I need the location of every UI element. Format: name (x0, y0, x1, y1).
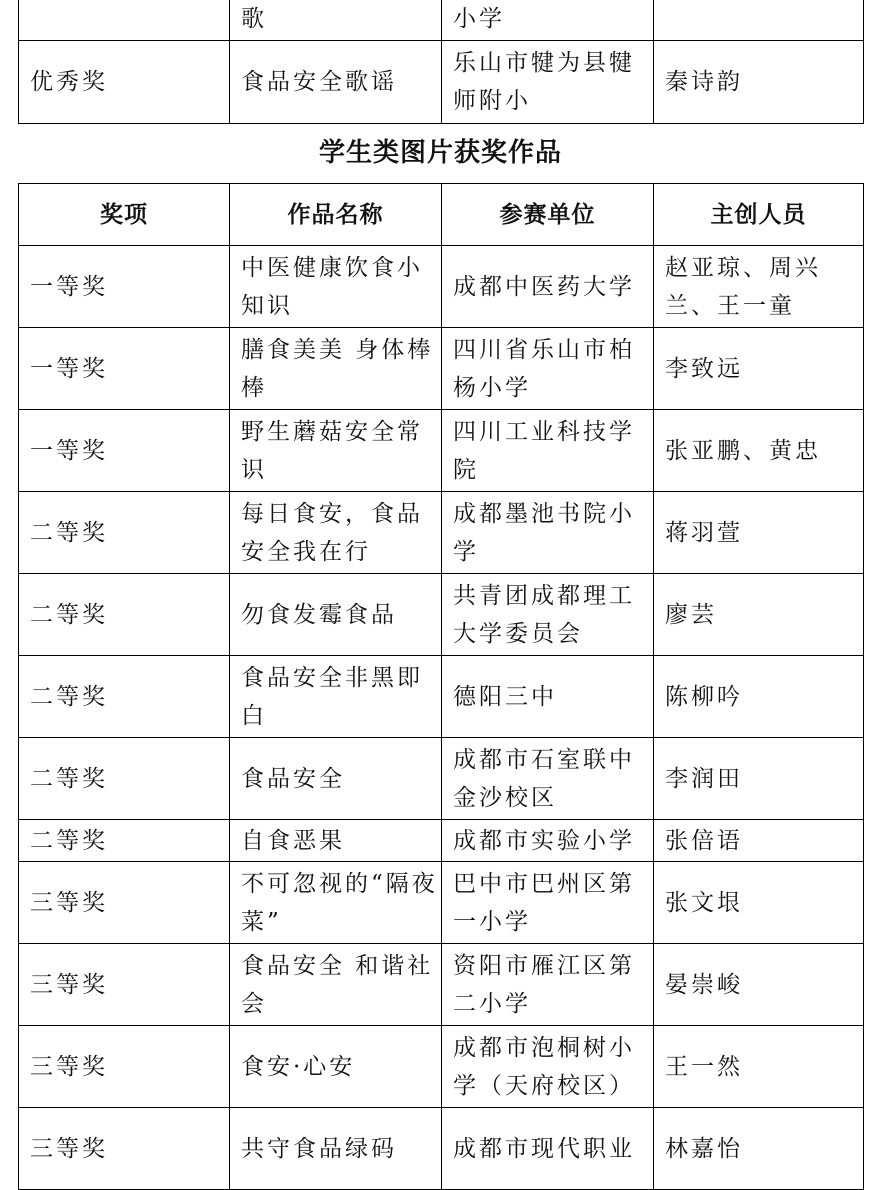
unit-cell: 成都中医药大学 (442, 246, 654, 328)
creators-cell: 王一然 (654, 1026, 864, 1108)
creators-cell: 张文垠 (654, 862, 864, 944)
creators-cell: 陈柳吟 (654, 656, 864, 738)
table-row (19, 574, 864, 656)
award-cell: 三等奖 (19, 1026, 230, 1108)
award-cell: 二等奖 (19, 492, 230, 574)
creators-cell: 张倍语 (654, 820, 864, 862)
unit-cell: 资阳市雁江区第二小学 (442, 944, 654, 1026)
work-title-cell: 野生蘑菇安全常识 (230, 410, 442, 492)
work-title-cell: 食品安全 和谐社会 (230, 944, 442, 1026)
unit-cell: 成都市现代职业 (442, 1108, 654, 1190)
award-cell (19, 0, 230, 41)
award-cell: 三等奖 (19, 944, 230, 1026)
creators-cell: 赵亚琼、周兴兰、王一童 (654, 246, 864, 328)
table-row (19, 328, 864, 410)
creators-cell: 廖芸 (654, 574, 864, 656)
work-title-cell: 中医健康饮食小知识 (230, 246, 442, 328)
creators-cell: 李润田 (654, 738, 864, 820)
unit-cell: 成都市实验小学 (442, 820, 654, 862)
work-title-cell: 食品安全歌谣 (230, 41, 442, 124)
previous-awards-table (18, 0, 864, 124)
award-cell: 三等奖 (19, 1108, 230, 1190)
table-row (19, 862, 864, 944)
creators-cell (654, 0, 864, 41)
student-image-awards-table (18, 183, 864, 1190)
award-cell: 二等奖 (19, 738, 230, 820)
table-row (19, 1026, 864, 1108)
work-title-cell: 食安·心安 (230, 1026, 442, 1108)
award-cell: 二等奖 (19, 820, 230, 862)
work-title-cell: 自食恶果 (230, 820, 442, 862)
work-title-cell: 食品安全非黑即白 (230, 656, 442, 738)
table-row (19, 41, 864, 124)
work-title-cell: 共守食品绿码 (230, 1108, 442, 1190)
work-title-cell: 膳食美美 身体棒棒 (230, 328, 442, 410)
creators-cell: 秦诗韵 (654, 41, 864, 124)
creators-cell: 李致远 (654, 328, 864, 410)
award-cell: 优秀奖 (19, 41, 230, 124)
creators-cell: 张亚鹏、黄忠 (654, 410, 864, 492)
table-row (19, 944, 864, 1026)
table-header-row (19, 184, 864, 246)
award-cell: 二等奖 (19, 574, 230, 656)
unit-cell: 四川省乐山市柏杨小学 (442, 328, 654, 410)
creators-cell: 晏崇峻 (654, 944, 864, 1026)
unit-cell: 成都市泡桐树小学（天府校区） (442, 1026, 654, 1108)
work-title-cell: 歌 (230, 0, 442, 41)
table-row (19, 820, 864, 862)
unit-cell: 乐山市犍为县犍师附小 (442, 41, 654, 124)
award-cell: 一等奖 (19, 410, 230, 492)
header-unit: 参赛单位 (442, 184, 654, 246)
header-award: 奖项 (19, 184, 230, 246)
table-row (19, 738, 864, 820)
work-title-cell: 食品安全 (230, 738, 442, 820)
creators-cell: 林嘉怡 (654, 1108, 864, 1190)
table-row (19, 1108, 864, 1190)
section-title: 学生类图片获奖作品 (318, 138, 562, 168)
unit-cell: 共青团成都理工大学委员会 (442, 574, 654, 656)
unit-cell: 成都市石室联中金沙校区 (442, 738, 654, 820)
table-row (19, 410, 864, 492)
creators-cell: 蒋羽萱 (654, 492, 864, 574)
unit-cell: 成都墨池书院小学 (442, 492, 654, 574)
unit-cell: 小学 (442, 0, 654, 41)
work-title-cell: 勿食发霉食品 (230, 574, 442, 656)
unit-cell: 巴中市巴州区第一小学 (442, 862, 654, 944)
work-title-cell: 不可忽视的“隔夜菜” (230, 862, 442, 944)
award-cell: 一等奖 (19, 328, 230, 410)
award-cell: 三等奖 (19, 862, 230, 944)
award-cell: 一等奖 (19, 246, 230, 328)
unit-cell: 德阳三中 (442, 656, 654, 738)
award-cell: 二等奖 (19, 656, 230, 738)
header-creators: 主创人员 (654, 184, 864, 246)
table-row (19, 656, 864, 738)
unit-cell: 四川工业科技学院 (442, 410, 654, 492)
work-title-cell: 每日食安，食品安全我在行 (230, 492, 442, 574)
table-row (19, 246, 864, 328)
table-row (19, 492, 864, 574)
header-work-title: 作品名称 (230, 184, 442, 246)
table-row (19, 0, 864, 41)
